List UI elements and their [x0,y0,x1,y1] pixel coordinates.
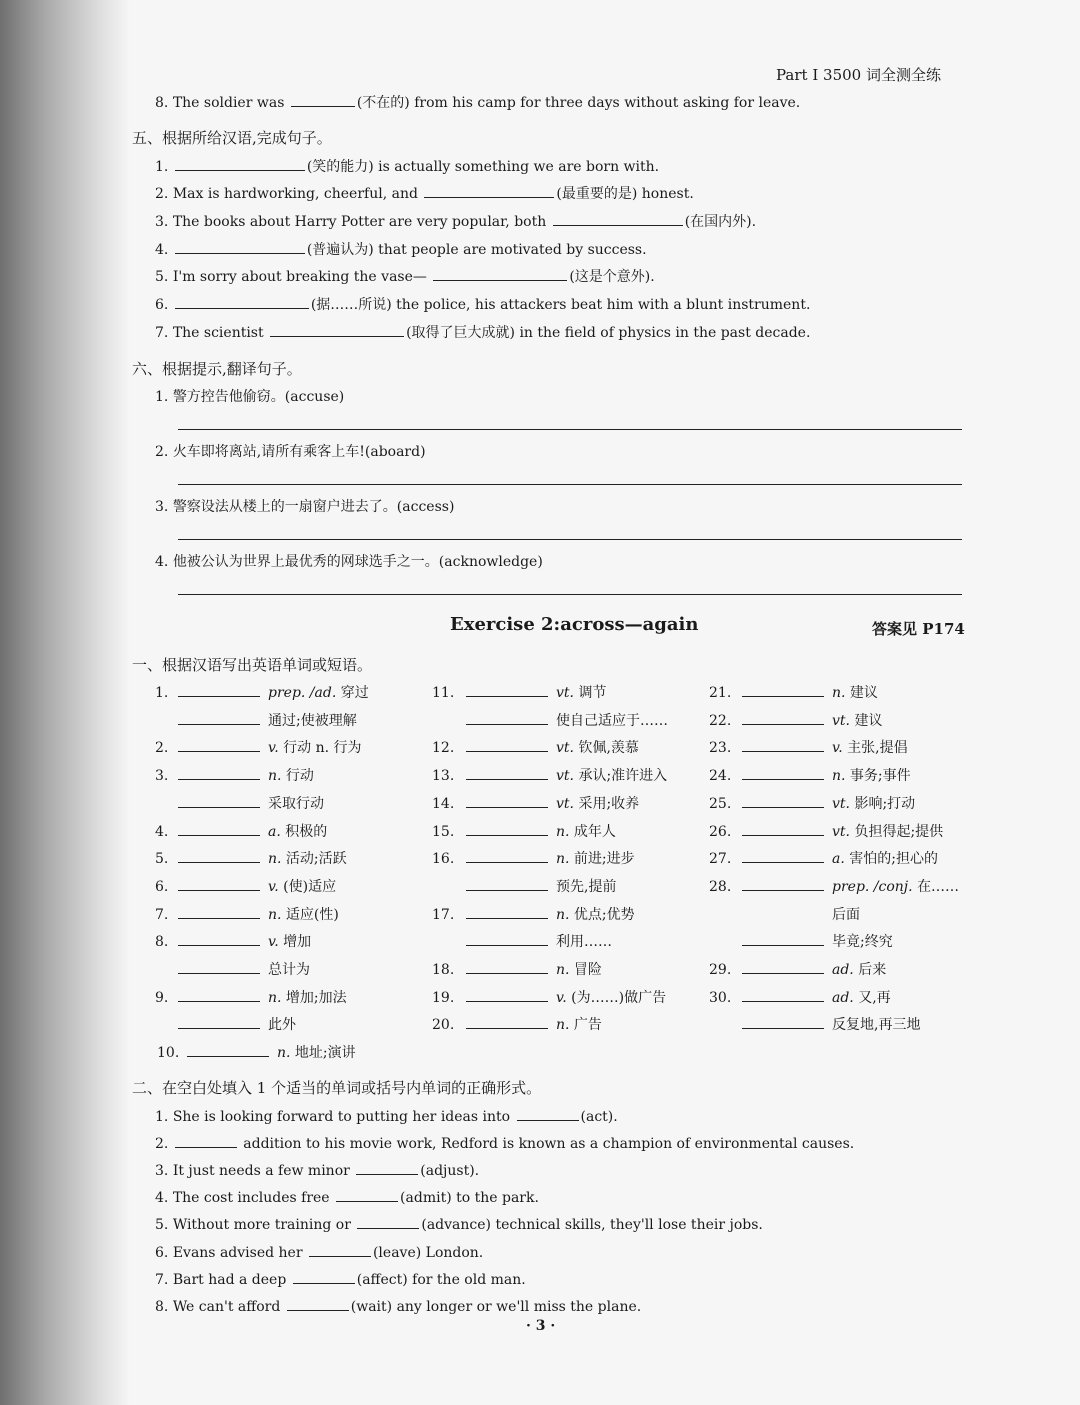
chinese-gloss: 成年人 [573,823,616,840]
chinese-gloss: 后面 [832,906,860,923]
chinese-gloss: 承认;准许进入 [578,768,668,785]
item-number: 8. [155,934,169,951]
part-of-speech: ad. [832,989,854,1006]
chinese-gloss: 此外 [268,1017,296,1034]
exercise-title: Exercise 2:across—again [450,614,699,635]
fill-blank[interactable] [187,1042,269,1057]
vocab-item [155,821,327,841]
vocab-item [709,959,886,979]
vocab-item [432,793,639,813]
item-number: 2. [155,1136,169,1152]
fill-blank[interactable] [742,987,824,1002]
vocab-item [432,876,616,896]
item-number: 26. [709,823,732,840]
page-number: · 3 · [526,1318,556,1334]
fill-blank[interactable] [466,987,548,1002]
s5-item [155,183,694,203]
fill-blank[interactable] [742,959,824,974]
e2-item [155,1296,641,1315]
fill-blank[interactable] [742,682,824,697]
vocab-item [709,821,943,841]
item-number: 5. [155,1217,169,1233]
item-text: (leave) London. [372,1245,484,1261]
e2-item [155,1187,539,1206]
vocab-item [432,737,639,757]
item-text: She is looking forward to putting her ideas into [172,1109,511,1125]
vocab-item [155,1014,296,1034]
fill-blank[interactable] [178,821,260,836]
e2-item [155,1269,526,1288]
fill-blank[interactable] [178,737,260,752]
chinese-gloss: 钦佩,羡慕 [578,740,639,757]
chinese-gloss: 毕竟;终究 [832,934,893,951]
chinese-gloss: 适应(性) [285,906,339,923]
item-number: 27. [709,851,732,868]
answer-line[interactable] [178,539,962,540]
vocab-item [155,848,347,868]
chinese-gloss: 建议 [854,712,883,729]
chinese-gloss: 广告 [573,1017,602,1034]
vocab-heading: 一、根据汉语写出英语单词或短语。 [132,656,373,674]
item-number: 2. [155,740,169,757]
part-of-speech: prep. /conj. [832,878,913,895]
chinese-gloss: 增加;加法 [285,989,347,1006]
answer-line[interactable] [178,484,962,485]
item-number: 22. [709,712,732,729]
fill-blank[interactable] [742,793,824,808]
item-number: 5. [155,269,169,285]
item-number: 3. [155,499,169,515]
chinese-gloss: 后来 [858,962,887,978]
item-number: 6. [155,1245,169,1261]
item-text: Bart had a deep [172,1272,287,1288]
s5-item [155,239,647,259]
item-number: 4. [155,554,169,570]
item-number: 17. [432,906,455,923]
item-number: 8. [155,1299,169,1315]
item-number: 6. [155,297,169,313]
item-text: The scientist [172,325,264,341]
vocab-item [155,904,339,924]
fill-blank[interactable] [742,710,824,725]
s5-item [155,156,659,176]
item-number: 12. [432,740,455,757]
fill-blank[interactable] [178,710,260,725]
vocab-item [432,904,635,924]
item-number: 1. [155,389,169,405]
part-of-speech: vt. [556,685,574,701]
fill-blank[interactable] [178,987,260,1002]
item-number: 7. [155,906,169,923]
part-of-speech: v. [832,740,843,757]
item-number: 13. [432,768,455,785]
item-text: 警方控告他偷窃。(accuse) [172,389,345,405]
vocab-item [432,959,602,979]
section-5-heading: 五、根据所给汉语,完成句子。 [132,129,332,147]
item-text: (wait) any longer or we'll miss the plane. [350,1299,642,1315]
item-text: (advance) technical skills, they'll lose their jobs. [421,1217,763,1233]
item-text: (普遍认为) that people are motivated by success. [306,242,647,258]
e2-item [155,1160,479,1179]
item-number: 5. [155,851,169,868]
part-of-speech: v. [556,989,567,1006]
section-6-heading: 六、根据提示,翻译句子。 [132,360,302,378]
fill-blank[interactable] [553,211,683,226]
e2-item [155,1214,763,1233]
part-of-speech: n. [277,1045,291,1062]
part-of-speech: n. [268,906,282,923]
item-number: 7. [155,1272,169,1288]
chinese-gloss: 冒险 [573,962,602,978]
item-text: (affect) for the old man. [356,1272,526,1288]
s6-item [155,496,454,516]
fill-blank[interactable] [433,266,567,281]
chinese-gloss: 事务;事件 [849,768,911,785]
chinese-gloss: 预先,提前 [556,878,617,895]
fill-blank[interactable] [742,848,824,863]
part-of-speech: ad. [832,962,854,978]
fill-blank[interactable] [424,183,554,198]
fill-blank[interactable] [742,765,824,780]
e2-item [155,1106,618,1125]
fill-blank[interactable] [466,821,548,836]
part-of-speech: vt. [556,768,574,785]
item-text: (在国内外). [684,214,757,230]
chinese-gloss: 害怕的;担心的 [849,851,938,868]
part-of-speech: n. [268,768,282,785]
chinese-gloss: 穿过 [340,685,369,701]
chinese-gloss: 使自己适应于…… [556,712,668,729]
item-text: (据……所说) the police, his attackers beat him with a blunt instrument. [310,297,811,313]
fill-blank[interactable] [742,876,824,891]
e2-item [155,1242,483,1261]
fill-blank[interactable] [175,1133,237,1148]
item-text: (act). [580,1109,618,1125]
vocab-item [432,682,606,702]
item-text: Evans advised her [172,1245,303,1261]
answer-reference: 答案见 P174 [872,620,965,638]
vocab-item [157,1042,356,1062]
s4-item-8: 8. The soldier was (不在的) from his camp for three days without asking for leave. [155,92,800,112]
answer-line[interactable] [178,429,962,430]
item-number: 29. [709,962,732,978]
item-text: (笑的能力) is actually something we are born with. [306,159,660,175]
fill-blank[interactable] [178,848,260,863]
fill-blank[interactable] [336,1187,398,1202]
vocab-item [709,765,911,785]
item-number: 10. [157,1045,180,1062]
item-text: Max is hardworking, cheerful, and [172,186,418,202]
s5-item [155,211,756,231]
chinese-gloss: 采取行动 [268,795,324,812]
fill-blank[interactable] [517,1106,579,1121]
fill-blank[interactable] [466,765,548,780]
fill-blank[interactable] [466,793,548,808]
fill-blank[interactable] [466,682,548,697]
part-of-speech: n. [268,989,282,1006]
vocab-item [155,987,347,1007]
chinese-gloss: 采用;收养 [578,795,640,812]
fill-blank[interactable] [270,322,404,337]
part-of-speech: vt. [556,795,574,812]
answer-line[interactable] [178,594,962,595]
item-text: addition to his movie work, Redford is known as a champion of environmental causes. [243,1136,855,1152]
item-number: 11. [432,685,455,701]
item-number: 14. [432,795,455,812]
item-text: 警察设法从楼上的一扇窗户进去了。(access) [172,499,455,515]
fill-blank[interactable] [742,737,824,752]
fill-blank[interactable] [742,821,824,836]
part-of-speech: a. [832,851,845,868]
chinese-gloss: 建议 [849,685,878,701]
vocab-item [709,904,860,924]
vocab-item [709,793,915,813]
running-head: Part Ⅰ 3500 词全测全练 [776,66,941,84]
item-number: 1. [155,159,169,175]
fill-blank[interactable] [466,710,548,725]
vocab-item [432,765,667,785]
vocab-item [709,848,938,868]
chinese-gloss: 增加 [283,934,312,951]
vocab-item [709,737,908,757]
chinese-gloss: 在…… [917,878,960,895]
vocab-item [709,710,882,730]
item-text: (取得了巨大成就) in the field of physics in the past decade. [406,325,811,341]
fill-blank[interactable] [466,959,548,974]
item-number: 28. [709,878,732,895]
item-text: (adjust). [420,1163,480,1179]
chinese-gloss: 又,再 [858,989,891,1006]
fill-blank[interactable] [291,92,355,107]
fill-blank[interactable] [178,904,260,919]
vocab-item [709,682,878,702]
part-of-speech: prep. /ad. [268,685,337,701]
fill-blank[interactable] [178,931,260,946]
fill-blank[interactable] [178,765,260,780]
part-of-speech: n. [832,685,846,701]
chinese-gloss: 负担得起;提供 [854,823,944,840]
chinese-gloss: 行动 [285,768,314,785]
item-text: We can't afford [172,1299,281,1315]
item-text: (这是个意外). [569,269,655,285]
item-text: 他被公认为世界上最优秀的网球选手之一。(acknowledge) [172,554,543,570]
chinese-gloss: 前进;进步 [573,851,635,868]
vocab-item [155,931,311,951]
vocab-item [432,1014,602,1034]
chinese-gloss: (为……)做广告 [571,989,667,1006]
part-of-speech: n. [556,1017,570,1034]
item-number: 23. [709,740,732,757]
item-number: 4. [155,242,169,258]
vocab-item [155,876,336,896]
item-number: 3. [155,214,169,230]
fill-blank[interactable] [742,931,824,946]
part-of-speech: n. [556,851,570,868]
item-text: The books about Harry Potter are very popular, both [172,214,547,230]
fill-blank[interactable] [178,793,260,808]
fill-blank[interactable] [175,156,305,171]
vocab-item [432,848,635,868]
item-text: It just needs a few minor [172,1163,350,1179]
fill-blank[interactable] [356,1160,418,1175]
fill-blank[interactable] [742,1014,824,1029]
item-number: 7. [155,325,169,341]
part-of-speech: v. [268,934,279,951]
vocab-item [155,682,369,702]
vocab-item [432,710,668,730]
chinese-gloss: (使)适应 [283,878,337,895]
chinese-gloss: 行动 n. 行为 [283,740,362,757]
part-of-speech: vt. [556,740,574,757]
fill-blank[interactable] [466,931,548,946]
fill-blank[interactable] [466,848,548,863]
item-number: 21. [709,685,732,701]
item-number: 4. [155,823,169,840]
fill-blank[interactable] [178,959,260,974]
item-number: 1. [155,685,169,701]
fill-blank[interactable] [287,1296,349,1311]
s6-item [155,551,543,571]
part-of-speech: n. [556,823,570,840]
fill-blank[interactable] [175,294,309,309]
chinese-gloss: 积极的 [285,823,328,840]
e2-item [155,1133,854,1152]
item-number: 25. [709,795,732,812]
part-of-speech: v. [268,878,279,895]
vocab-item [432,987,666,1007]
s6-item [155,441,426,461]
vocab-item [709,987,891,1007]
chinese-gloss: 总计为 [268,962,310,978]
vocab-item [709,1014,920,1034]
vocab-item [155,710,357,730]
part-of-speech: vt. [832,712,850,729]
item-number: 16. [432,851,455,868]
item-text: (最重要的是) honest. [556,186,694,202]
item-number: 24. [709,768,732,785]
item-number: 3. [155,768,169,785]
s5-item [155,322,810,342]
part-of-speech: v. [268,740,279,757]
item-number: 19. [432,989,455,1006]
vocab-item [155,959,310,979]
item-number: 30. [709,989,732,1006]
vocab-item [432,821,616,841]
fill-blank[interactable] [466,876,548,891]
part-of-speech: n. [268,851,282,868]
fill-in-heading: 二、在空白处填入 1 个适当的单词或括号内单词的正确形式。 [132,1079,542,1097]
item-number: 18. [432,962,455,978]
fill-blank[interactable] [178,876,260,891]
item-number: 2. [155,186,169,202]
part-of-speech: vt. [832,795,850,812]
s5-item [155,294,810,314]
fill-blank[interactable] [466,904,548,919]
item-text: The cost includes free [172,1190,330,1206]
item-number: 6. [155,878,169,895]
part-of-speech: n. [832,768,846,785]
item-number: 4. [155,1190,169,1206]
chinese-gloss: 利用…… [556,934,612,951]
chinese-gloss: 地址;演讲 [294,1045,356,1062]
fill-blank[interactable] [293,1269,355,1284]
item-text: 火车即将离站,请所有乘客上车!(aboard) [172,444,426,460]
part-of-speech: a. [268,823,281,840]
item-text: Without more training or [172,1217,351,1233]
vocab-item [155,793,324,813]
s6-item [155,386,344,406]
chinese-gloss: 调节 [578,685,607,701]
fill-blank[interactable] [309,1242,371,1257]
item-text: (admit) to the park. [400,1190,539,1206]
s5-item [155,266,655,286]
part-of-speech: vt. [832,823,850,840]
item-number: 20. [432,1017,455,1034]
vocab-item [709,931,893,951]
item-number: 9. [155,989,169,1006]
fill-blank[interactable] [357,1214,419,1229]
vocab-item [155,765,314,785]
item-number: 2. [155,444,169,460]
part-of-speech: n. [556,962,570,978]
item-number: 3. [155,1163,169,1179]
item-number: 15. [432,823,455,840]
chinese-gloss: 主张,提倡 [847,740,908,757]
fill-blank[interactable] [178,1014,260,1029]
item-number: 1. [155,1109,169,1125]
chinese-gloss: 活动;活跃 [285,851,347,868]
fill-blank[interactable] [178,682,260,697]
chinese-gloss: 反复地,再三地 [832,1017,921,1034]
vocab-item [432,931,612,951]
fill-blank[interactable] [175,239,305,254]
part-of-speech: n. [556,906,570,923]
vocab-item [155,737,362,757]
fill-blank[interactable] [466,1014,548,1029]
item-text: I'm sorry about breaking the vase— [172,269,427,285]
chinese-gloss: 通过;使被理解 [268,712,357,729]
chinese-gloss: 影响;打动 [854,795,916,812]
vocab-item [709,876,959,896]
chinese-gloss: 优点;优势 [573,906,635,923]
fill-blank[interactable] [466,737,548,752]
